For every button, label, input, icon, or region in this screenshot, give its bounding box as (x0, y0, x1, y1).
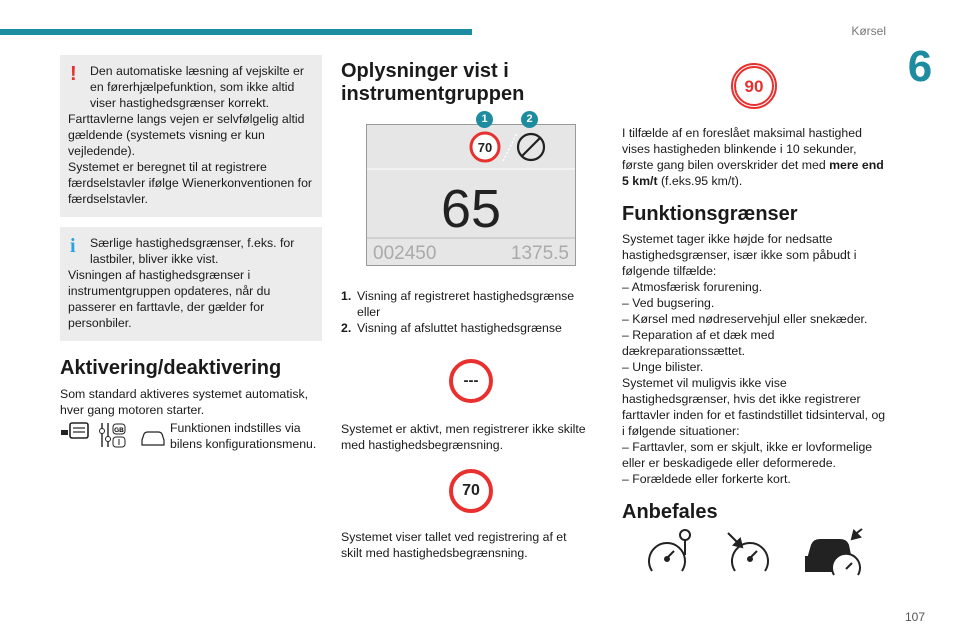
info-icon: i (70, 235, 76, 257)
heading-cluster-info: Oplysninger vist i instrumentgruppen (341, 60, 525, 105)
limits-item: – Reparation af et dæk med dækreparationssættet. (622, 328, 775, 358)
limits-item: – Farttavler, som er skjult, ikke er lovformelige eller er beskadigede eller deformerede. (622, 440, 873, 470)
callout-1: 1 (476, 111, 493, 128)
cluster-trip: 1375.5 (510, 243, 569, 264)
car-speedometer-icon (806, 529, 862, 575)
right-column (622, 125, 887, 524)
limits-item: – Forældede eller forkerte kort. (622, 472, 791, 486)
gb-label: GB (114, 427, 124, 434)
warning-text-3: Systemet er beregnet til at registrere færdselstavler ifølge Wienerkonventionen for færdselstavler. (68, 160, 312, 206)
cluster-speed: 65 (440, 179, 502, 239)
config-row (60, 420, 322, 452)
cluster-display (367, 125, 575, 265)
info-text-2: Visningen af hastighedsgrænser i instrumentgruppen opdateres, når du passerer en farttavle, der gælder for personbiler. (68, 268, 271, 330)
limits-item: – Kørsel med nødreservehjul eller snekæder. (622, 312, 868, 326)
left-column (60, 55, 322, 452)
info-text-1: Særlige hastighedsgrænser, f.eks. for lastbiler, bliver ikke vist. (90, 236, 295, 266)
instrument-cluster (366, 124, 576, 266)
text-90-a: I tilfælde af en foreslået maksimal hastighed vises hastigheden blinkende i 10 sekunder, første gang bilen overskrider det med (622, 126, 862, 172)
warning-text-2: Farttavlerne langs vejen er selvfølgelig altid gældende (systemets visning er kun vejledende). (68, 112, 305, 158)
text-70: Systemet viser tallet ved registrering af et skilt med hastighedsbegrænsning. (341, 530, 567, 560)
text-90-b: (f.eks.95 km/t). (657, 174, 743, 188)
speedometer-arrow-icon (728, 533, 768, 571)
heading-recommend: Anbefales (622, 501, 718, 523)
config-text: Funktionen indstilles via bilens konfigurationsmenu. (170, 421, 317, 451)
activation-intro: Som standard aktiveres systemet automatisk, hver gang motoren starter. (60, 387, 309, 417)
recommend-icons (640, 525, 870, 587)
heading-activation: Aktivering/deaktivering (60, 357, 282, 379)
limits-item: – Atmosfærisk forurening. (622, 280, 763, 294)
list-item-text: Visning af afsluttet hastighedsgrænse (357, 321, 562, 335)
section-title: Kørsel (851, 24, 886, 38)
list-item-text: Visning af registreret hastighedsgrænse eller (357, 289, 575, 319)
list-item (341, 288, 591, 320)
cluster-sign-value: 70 (477, 140, 493, 155)
heading-limits: Funktionsgrænser (622, 203, 798, 225)
list-item-number: 2. (341, 321, 352, 335)
sign-no-limit: --- (449, 359, 493, 403)
limits-intro: Systemet tager ikke højde for nedsatte hastighedsgrænser, især ikke som påbudt i følgende tilfælde: (622, 232, 857, 278)
warning-note (60, 55, 322, 217)
sign-90-blinking: 90 (731, 63, 777, 109)
text-no-limit: Systemet er aktivt, men registrerer ikke skilte med hastighedsbegrænsning. (341, 422, 586, 452)
warning-text-1: Den automatiske læsning af vejskilte er en førerhjælpefunktion, som ikke altid viser hastighedsgrænser korrekt. (90, 64, 304, 110)
list-item-number: 1. (341, 289, 352, 303)
chapter-number: 6 (907, 42, 933, 91)
sign-70: 70 (449, 469, 493, 513)
limits-para2: Systemet vil muligvis ikke vise hastighedsgrænser, hvis det ikke registrerer farttavler inden for et fastindstillet tidsinterval, og i følgende situationer: (622, 376, 886, 438)
limits-item: – Ved bugsering. (622, 296, 715, 310)
limits-item: – Unge bilister. (622, 360, 704, 374)
callout-2: 2 (521, 111, 538, 128)
text-90-bold: mere end 5 km/t (622, 158, 884, 188)
header-bar (0, 29, 472, 35)
info-note (60, 227, 322, 341)
cluster-odometer: 002450 (373, 243, 437, 264)
speedometer-pin-icon (649, 530, 690, 571)
middle-column (341, 60, 591, 106)
page-number: 107 (905, 610, 926, 624)
cluster-legend (341, 288, 591, 336)
list-item (341, 320, 591, 336)
text-90 (622, 125, 887, 189)
config-menu-icons (60, 420, 170, 450)
warning-icon: ! (70, 63, 77, 85)
